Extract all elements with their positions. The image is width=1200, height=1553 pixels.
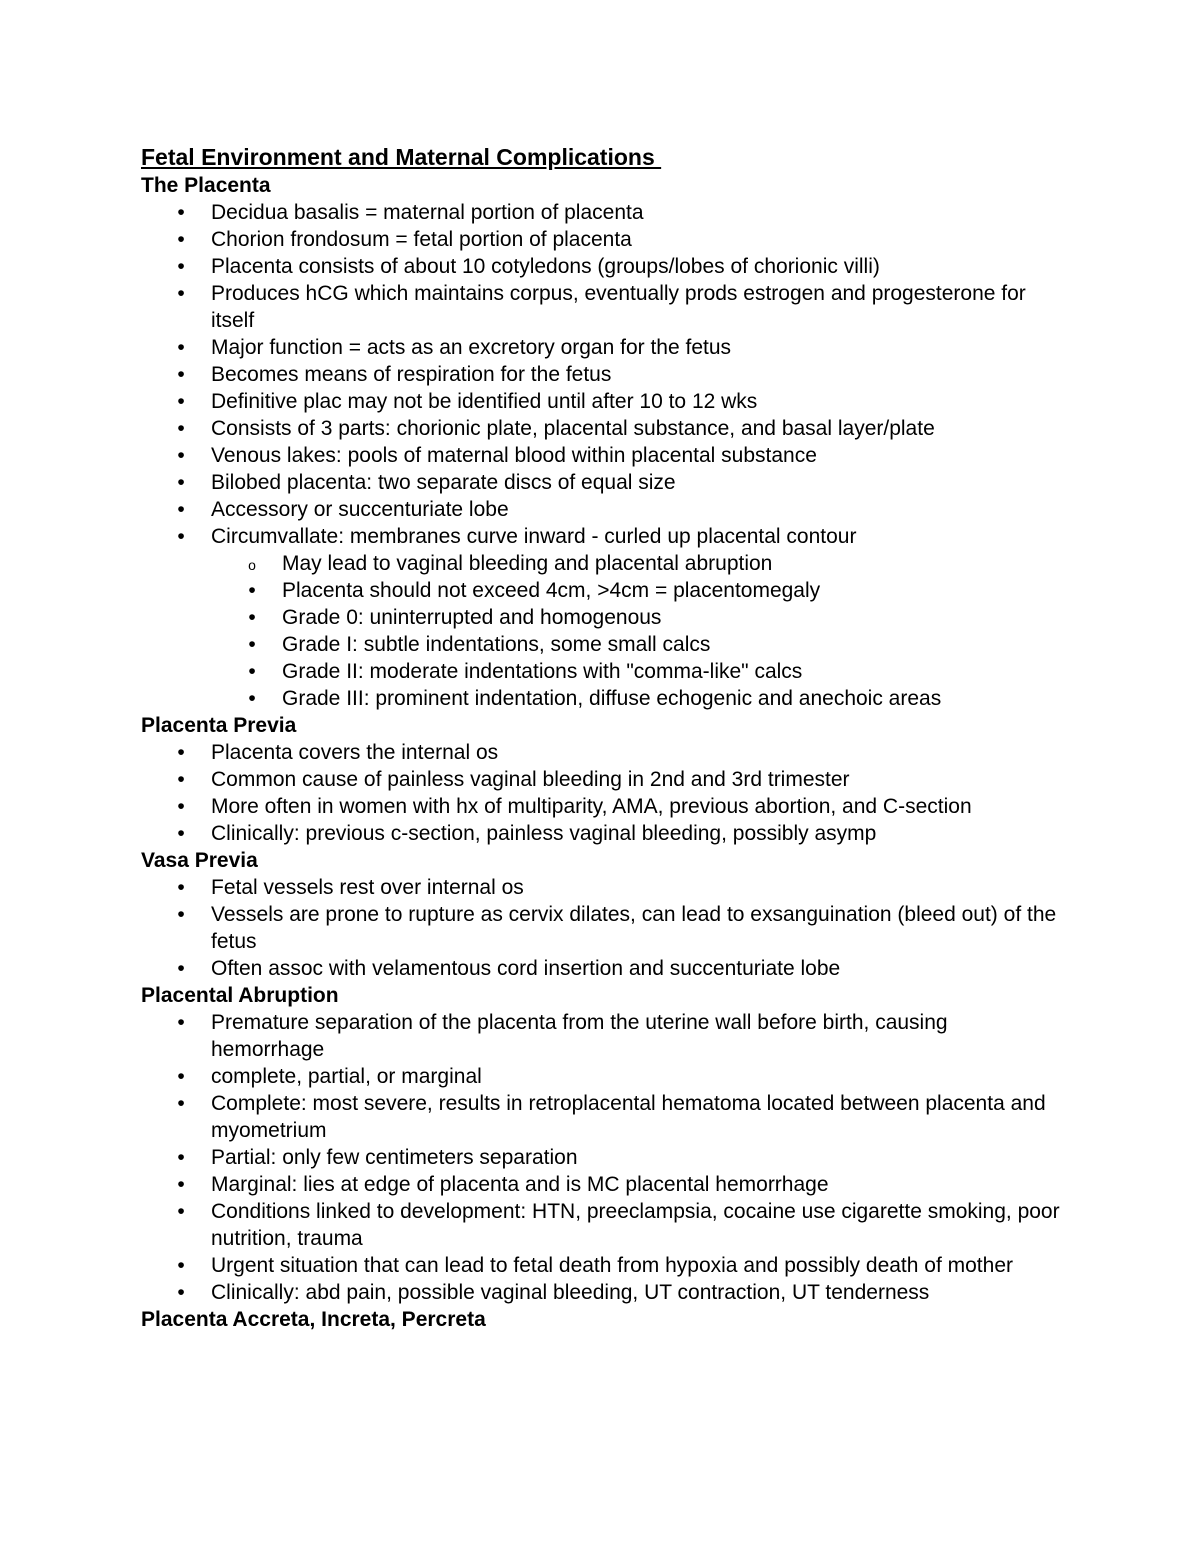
bullet-icon: • xyxy=(177,498,185,521)
bullet-icon: • xyxy=(177,876,185,899)
bullet-icon: • xyxy=(177,1011,185,1034)
sub-list-item xyxy=(141,658,1061,685)
sub-list-item xyxy=(141,577,1061,604)
sub-list-item-text: Grade I: subtle indentations, some small calcs xyxy=(282,633,711,656)
bullet-icon: • xyxy=(177,444,185,467)
list-item-text: Urgent situation that can lead to fetal death from hypoxia and possibly death of mother xyxy=(211,1254,1013,1277)
list-item xyxy=(141,442,1061,469)
sub-list-item xyxy=(141,685,1061,712)
bullet-icon: • xyxy=(177,822,185,845)
bullet-icon: • xyxy=(177,390,185,413)
list-item-text: Becomes means of respiration for the fetus xyxy=(211,363,612,386)
document-title: Fetal Environment and Maternal Complications xyxy=(141,144,662,170)
document-page xyxy=(141,142,1061,1333)
bullet-icon: • xyxy=(248,633,256,656)
list-item xyxy=(141,901,1061,955)
list-item xyxy=(141,226,1061,253)
list-item xyxy=(141,766,1061,793)
bullet-list xyxy=(141,739,1061,847)
list-item xyxy=(141,253,1061,280)
list-item-text: Produces hCG which maintains corpus, eventually prods estrogen and progesterone for itself xyxy=(211,282,1026,332)
list-item-text: Conditions linked to development: HTN, preeclampsia, cocaine use cigarette smoking, poor nutrition, trauma xyxy=(211,1200,1060,1250)
section-heading: Placenta Previa xyxy=(141,714,297,737)
list-item xyxy=(141,1171,1061,1198)
sub-list-item-text: May lead to vaginal bleeding and placental abruption xyxy=(282,552,773,575)
list-item-text: Placenta consists of about 10 cotyledons (groups/lobes of chorionic villi) xyxy=(211,255,880,278)
list-item xyxy=(141,1144,1061,1171)
list-item xyxy=(141,874,1061,901)
list-item xyxy=(141,388,1061,415)
list-item-text: Clinically: abd pain, possible vaginal bleeding, UT contraction, UT tenderness xyxy=(211,1281,930,1304)
list-item xyxy=(141,1009,1061,1063)
bullet-icon: • xyxy=(177,201,185,224)
list-item xyxy=(141,361,1061,388)
bullet-icon: • xyxy=(177,1146,185,1169)
bullet-icon: • xyxy=(248,687,256,710)
list-item-text: Venous lakes: pools of maternal blood within placental substance xyxy=(211,444,817,467)
sub-list-item xyxy=(141,604,1061,631)
list-item-text: Fetal vessels rest over internal os xyxy=(211,876,524,899)
list-item-text: Major function = acts as an excretory organ for the fetus xyxy=(211,336,732,359)
list-item xyxy=(141,1252,1061,1279)
bullet-icon: • xyxy=(177,336,185,359)
list-item xyxy=(141,1090,1061,1144)
list-item xyxy=(141,280,1061,334)
sub-bullet-list xyxy=(211,550,1061,712)
bullet-list xyxy=(141,1009,1061,1306)
list-item xyxy=(141,415,1061,442)
sub-list-item xyxy=(141,550,1061,577)
bullet-icon: • xyxy=(248,579,256,602)
bullet-icon: • xyxy=(177,768,185,791)
list-item xyxy=(141,523,1061,712)
section-heading: The Placenta xyxy=(141,174,271,197)
bullet-icon: • xyxy=(177,957,185,980)
list-item xyxy=(141,334,1061,361)
section-heading: Vasa Previa xyxy=(141,849,258,872)
bullet-icon: • xyxy=(177,1092,185,1115)
list-item-text: Definitive plac may not be identified until after 10 to 12 wks xyxy=(211,390,758,413)
list-item xyxy=(141,1198,1061,1252)
bullet-icon: • xyxy=(177,741,185,764)
list-item-text: Premature separation of the placenta from the uterine wall before birth, causing hemorrhage xyxy=(211,1011,948,1061)
document-body xyxy=(141,172,1061,1333)
list-item-text: Clinically: previous c-section, painless vaginal bleeding, possibly asymp xyxy=(211,822,877,845)
list-item xyxy=(141,199,1061,226)
sub-list-item-text: Grade 0: uninterrupted and homogenous xyxy=(282,606,662,629)
circle-bullet-icon: o xyxy=(248,557,256,573)
bullet-icon: • xyxy=(177,282,185,305)
bullet-icon: • xyxy=(177,1281,185,1304)
list-item-text: Chorion frondosum = fetal portion of placenta xyxy=(211,228,632,251)
bullet-icon: • xyxy=(177,363,185,386)
bullet-icon: • xyxy=(177,1254,185,1277)
list-item-text: Partial: only few centimeters separation xyxy=(211,1146,578,1169)
bullet-icon: • xyxy=(177,1200,185,1223)
bullet-icon: • xyxy=(177,255,185,278)
bullet-icon: • xyxy=(177,228,185,251)
bullet-icon: • xyxy=(177,1173,185,1196)
list-item-text: More often in women with hx of multiparity, AMA, previous abortion, and C-section xyxy=(211,795,972,818)
bullet-icon: • xyxy=(177,417,185,440)
bullet-icon: • xyxy=(177,903,185,926)
bullet-list xyxy=(141,874,1061,982)
list-item xyxy=(141,469,1061,496)
bullet-icon: • xyxy=(177,471,185,494)
list-item-text: Marginal: lies at edge of placenta and is MC placental hemorrhage xyxy=(211,1173,829,1196)
sub-list-item-text: Placenta should not exceed 4cm, >4cm = placentomegaly xyxy=(282,579,821,602)
sub-list-item-text: Grade III: prominent indentation, diffuse echogenic and anechoic areas xyxy=(282,687,942,710)
bullet-icon: • xyxy=(177,795,185,818)
list-item xyxy=(141,793,1061,820)
list-item-text: Common cause of painless vaginal bleeding in 2nd and 3rd trimester xyxy=(211,768,850,791)
sub-list-item-text: Grade II: moderate indentations with "comma-like" calcs xyxy=(282,660,803,683)
list-item-text: Complete: most severe, results in retroplacental hematoma located between placenta and myometrium xyxy=(211,1092,1046,1142)
list-item-text: complete, partial, or marginal xyxy=(211,1065,482,1088)
list-item xyxy=(141,1279,1061,1306)
bullet-icon: • xyxy=(177,525,185,548)
bullet-icon: • xyxy=(248,660,256,683)
bullet-list xyxy=(141,199,1061,712)
list-item-text: Consists of 3 parts: chorionic plate, placental substance, and basal layer/plate xyxy=(211,417,935,440)
list-item xyxy=(141,820,1061,847)
sub-list-item xyxy=(141,631,1061,658)
list-item-text: Vessels are prone to rupture as cervix dilates, can lead to exsanguination (bleed out) of the fetus xyxy=(211,903,1057,953)
list-item-text: Accessory or succenturiate lobe xyxy=(211,498,509,521)
list-item-text: Decidua basalis = maternal portion of placenta xyxy=(211,201,644,224)
bullet-icon: • xyxy=(248,606,256,629)
list-item xyxy=(141,496,1061,523)
section-heading: Placenta Accreta, Increta, Percreta xyxy=(141,1308,486,1331)
list-item xyxy=(141,955,1061,982)
list-item-text: Circumvallate: membranes curve inward - curled up placental contour xyxy=(211,525,857,548)
bullet-icon: • xyxy=(177,1065,185,1088)
list-item-text: Often assoc with velamentous cord insertion and succenturiate lobe xyxy=(211,957,841,980)
list-item-text: Placenta covers the internal os xyxy=(211,741,499,764)
list-item-text: Bilobed placenta: two separate discs of equal size xyxy=(211,471,676,494)
list-item xyxy=(141,1063,1061,1090)
list-item xyxy=(141,739,1061,766)
section-heading: Placental Abruption xyxy=(141,984,339,1007)
